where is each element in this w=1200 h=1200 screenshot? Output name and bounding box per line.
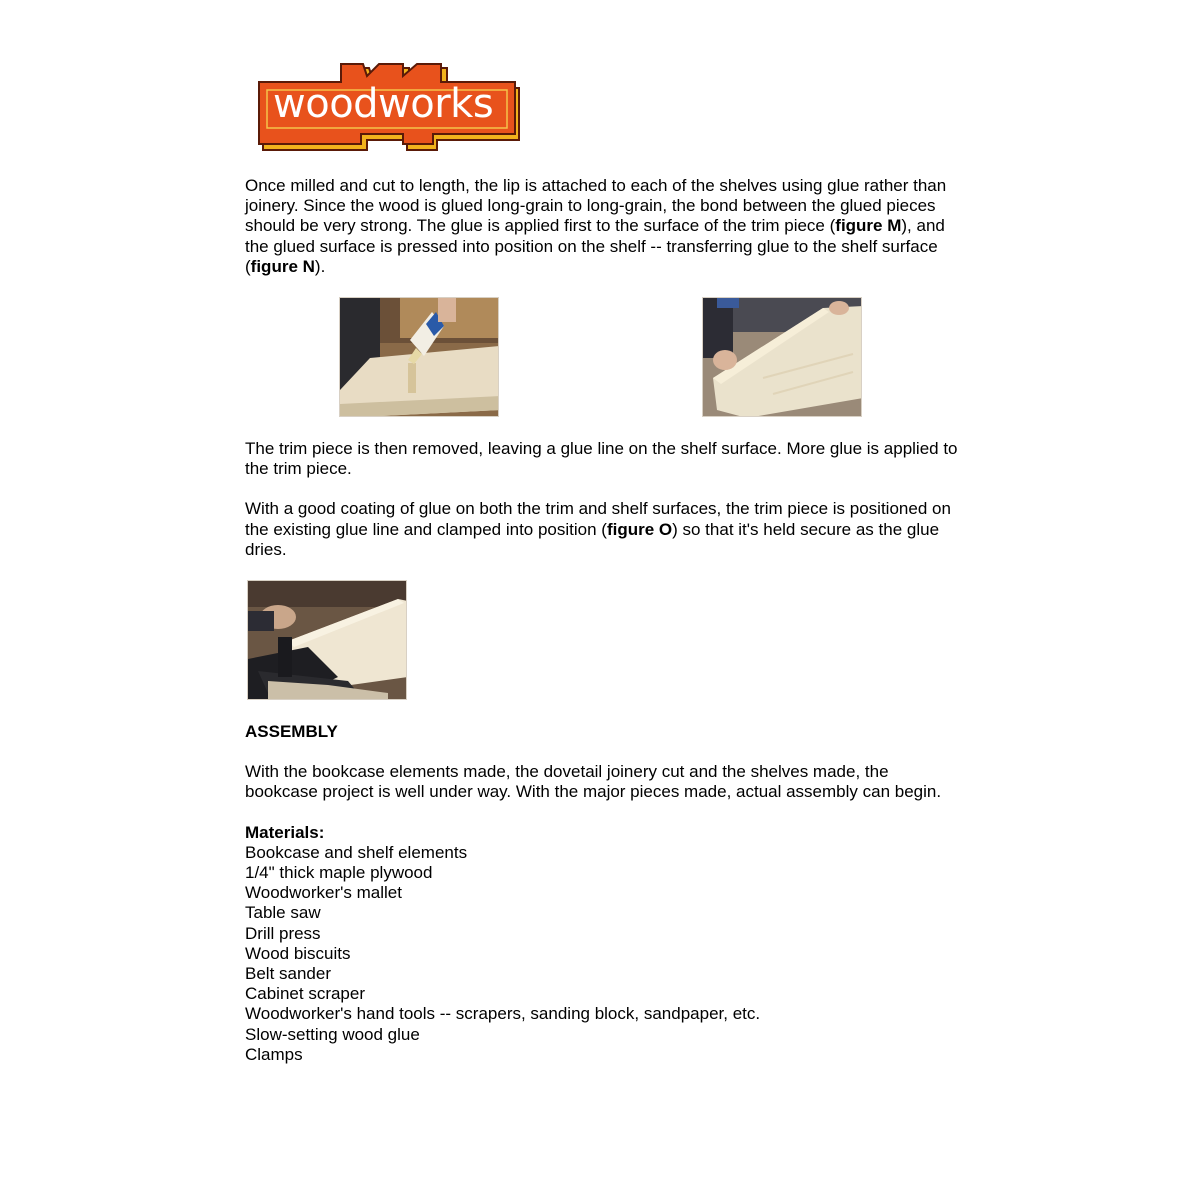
materials-list <box>245 843 965 1065</box>
list-item: Bookcase and shelf elements <box>245 842 468 862</box>
text-run: ) so that it's held secure as the glue dries. <box>245 519 940 559</box>
list-item: Table saw <box>245 903 321 923</box>
text-run: Once milled and cut to length, the lip is attached to each of the shelves using glue rather than joinery. Since the wood is glued long-grain to long-grain, the bond between the glued pieces should be very strong. The glue is applied first to the surface of the trim piece ( <box>245 176 947 236</box>
figure-row-o <box>245 580 965 702</box>
figure-row-m-n <box>245 297 965 419</box>
materials-heading: Materials: <box>245 822 325 842</box>
list-item: Slow-setting wood glue <box>245 1024 420 1044</box>
list-item: Woodworker's hand tools -- scrapers, sanding block, sandpaper, etc. <box>245 1004 761 1024</box>
text-run: ), and the glued surface is pressed into position on the shelf -- transferring glue to the shelf surface ( <box>245 216 945 276</box>
woodworks-logo <box>257 62 525 152</box>
list-item: Woodworker's mallet <box>245 883 402 903</box>
list-item: Cabinet scraper <box>245 984 366 1004</box>
paragraph-trim-removed: The trim piece is then removed, leaving a glue line on the shelf surface. More glue is applied to the trim piece. <box>245 439 958 479</box>
list-item: Belt sander <box>245 964 331 984</box>
paragraph-assembly-intro: With the bookcase elements made, the dovetail joinery cut and the shelves made, the bookcase project is well under way. With the major pieces made, actual assembly can begin. <box>245 762 942 802</box>
logo-wordmark: woodworks <box>273 81 494 127</box>
figure-o-reference: figure O <box>606 519 673 539</box>
paragraph-glue-application <box>245 176 965 277</box>
assembly-heading: ASSEMBLY <box>245 722 338 742</box>
figure-m-reference: figure M <box>835 216 902 236</box>
text-run: With a good coating of glue on both the trim and shelf surfaces, the trim piece is positioned on the existing glue line and clamped into position ( <box>245 499 951 539</box>
article <box>245 62 965 1065</box>
list-item: 1/4" thick maple plywood <box>245 863 433 883</box>
figure-n-reference: figure N <box>250 256 315 276</box>
text-run: ). <box>314 256 326 276</box>
figure-o-photo <box>247 580 407 700</box>
figure-n-photo <box>702 297 862 417</box>
list-item: Clamps <box>245 1044 303 1064</box>
list-item: Drill press <box>245 923 321 943</box>
paragraph-clamping <box>245 499 965 560</box>
list-item: Wood biscuits <box>245 943 351 963</box>
figure-m-photo <box>339 297 499 417</box>
